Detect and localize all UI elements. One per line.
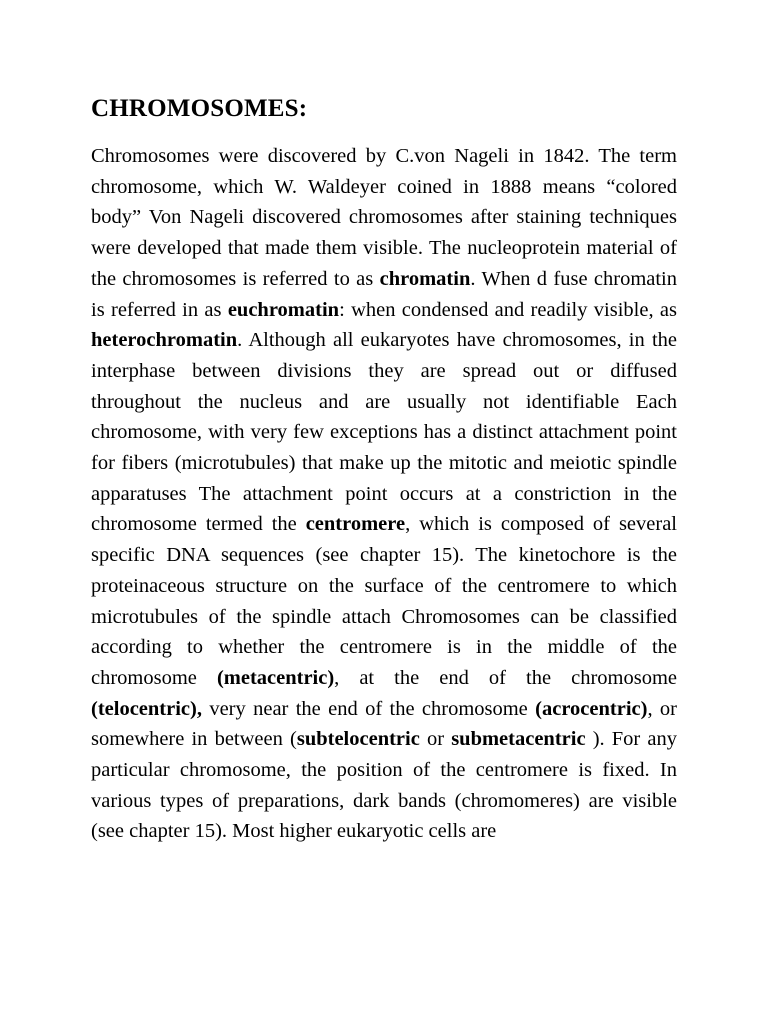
text-run: : when condensed and readily visible, as [339, 298, 677, 321]
text-run: , which is composed of several specific DNA sequences (see chapter 15). The kinetochore is the proteinaceous structure on the surface of the centromere to which microtubules of the spindle attach Chromosomes can be classified according to whether the centromere is in the middle of the chromosome [91, 513, 677, 689]
page-title: CHROMOSOMES: [91, 95, 308, 122]
text-run: , or somewhere in between ( [91, 697, 678, 751]
bold-term: euchromatin [227, 298, 340, 321]
bold-term: heterochromatin [91, 329, 238, 352]
bold-term: chromatin [379, 267, 471, 290]
bold-term: subtelocentric [296, 728, 420, 751]
body-paragraph [91, 141, 677, 847]
text-run: or [419, 728, 452, 751]
bold-term: (telocentric), [91, 697, 202, 720]
text-run: . Although all eukaryotes have chromosomes, in the interphase between divisions they are spread out or diffused throughout the nucleus and are usually not identifiable Each chromosome, with very few exceptions has a distinct attachment point for fibers (microtubules) that make up the mitotic and meiotic spindle apparatuses The attachment point occurs at a constriction in the chromosome termed the [91, 329, 677, 536]
text-run: Chromosomes were discovered by C.von Nageli in 1842. The term chromosome, which W. Waldeyer coined in 1888 means “colored body” Von Nageli discovered chromosomes after staining techniques were developed that made them visible. The nucleoprotein material of the chromosomes is referred to as [91, 145, 677, 290]
text-run: , at the end of the chromosome [334, 666, 677, 689]
bold-term: (acrocentric) [535, 697, 648, 720]
bold-term: submetacentric [451, 728, 586, 751]
text-run: . When d fuse chromatin is referred in as [91, 267, 678, 321]
bold-term: (metacentric) [216, 666, 335, 689]
bold-term: centromere [305, 513, 406, 536]
text-run: ). For any particular chromosome, the position of the centromere is fixed. In various types of preparations, dark bands (chromomeres) are visible (see chapter 15). Most higher eukaryotic cells are [91, 728, 677, 843]
text-run: very near the end of the chromosome [201, 697, 536, 720]
